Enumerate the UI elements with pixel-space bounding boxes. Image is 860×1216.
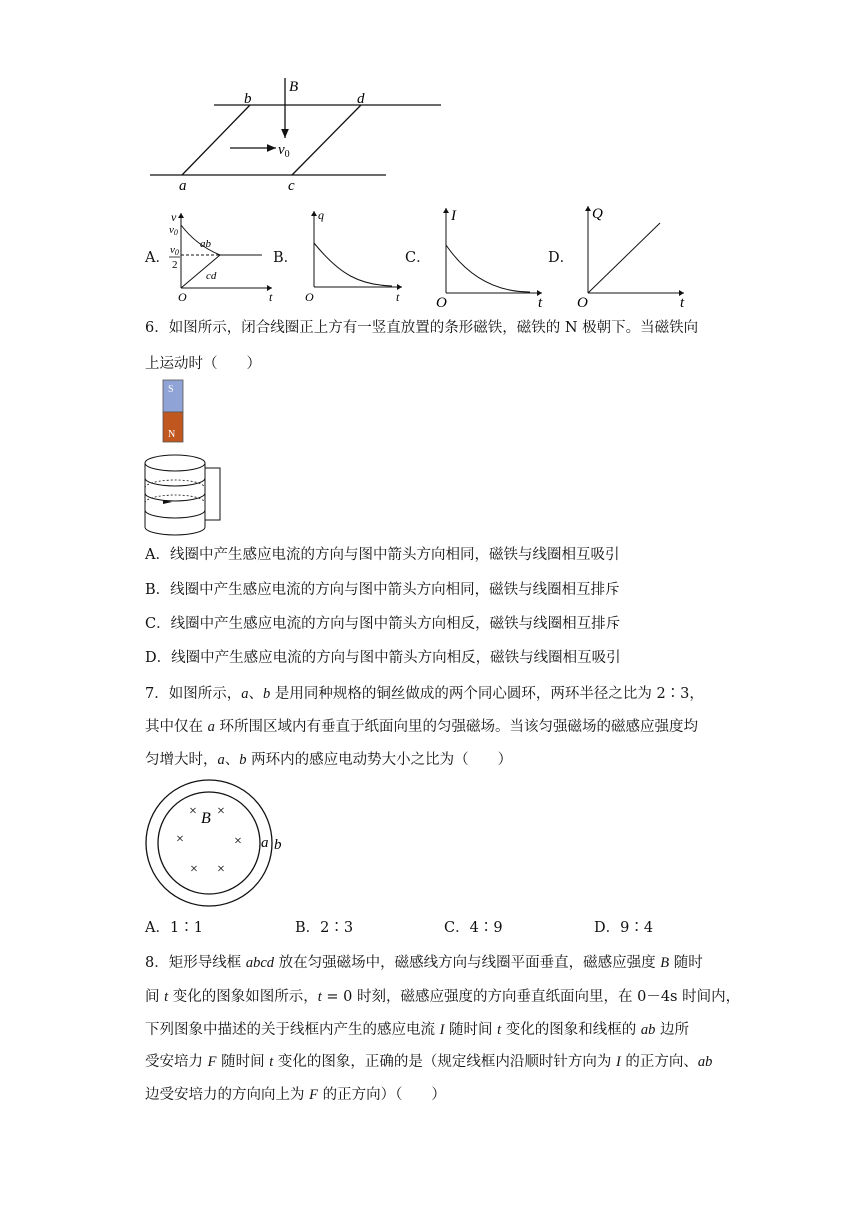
q5-option-c-label[interactable]: C． <box>405 250 431 266</box>
svg-text:×: × <box>190 862 198 877</box>
svg-text:×: × <box>189 804 197 819</box>
svg-text:O: O <box>436 295 447 311</box>
q6-option-a[interactable]: A．线圈中产生感应电流的方向与图中箭头方向相同，磁铁与线圈相互吸引 <box>145 547 620 563</box>
q5-option-a-label[interactable]: A． <box>145 250 170 266</box>
svg-text:×: × <box>217 862 225 877</box>
q8-stem-line3: 下列图象中描述的关于线框内产生的感应电流 I 随时间 t 变化的图象和线框的 ab 边所 <box>145 1022 690 1038</box>
label-b: b <box>244 91 252 107</box>
ring-b <box>146 780 272 906</box>
q5-option-b-label[interactable]: B． <box>273 250 299 266</box>
q7-option-c[interactable]: C．4∶9 <box>444 920 503 936</box>
q6-option-b[interactable]: B．线圈中产生感应电流的方向与图中箭头方向相同，磁铁与线圈相互排斥 <box>145 582 620 598</box>
q7-stem-line2: 其中仅在 a 环所围区域内有垂直于纸面向里的匀强磁场。当该匀强磁场的磁感应强度均 <box>145 719 698 735</box>
svg-text:O: O <box>305 290 314 304</box>
q6-option-c[interactable]: C．线圈中产生感应电流的方向与图中箭头方向相反，磁铁与线圈相互排斥 <box>145 616 621 632</box>
svg-text:t: t <box>269 290 273 304</box>
q7-option-b[interactable]: B．2∶3 <box>295 920 354 936</box>
ring-a <box>158 792 260 894</box>
svg-text:t: t <box>396 290 400 304</box>
ring-label-a: a <box>261 835 269 851</box>
q6-stem-line2: 上运动时（ ） <box>145 356 261 372</box>
q6-option-d[interactable]: D．线圈中产生感应电流的方向与图中箭头方向相反，磁铁与线圈相互吸引 <box>145 650 621 666</box>
svg-text:t: t <box>680 295 685 311</box>
svg-text:O: O <box>178 290 187 304</box>
label-c: c <box>288 178 295 194</box>
svg-text:v: v <box>171 210 177 224</box>
svg-text:I: I <box>451 208 456 224</box>
field-label-B: B <box>201 810 211 827</box>
svg-text:ab: ab <box>200 238 211 250</box>
magnet-n-label: N <box>168 429 176 440</box>
q8-stem-line4: 受安培力 F 随时间 t 变化的图象，正确的是（规定线框内沿顺时针方向为 I 的正方向、ab <box>145 1054 713 1070</box>
svg-text:2: 2 <box>172 259 178 271</box>
q8-stem-line2: 间 t 变化的图象如图所示，t = 0 时刻，磁感应强度的方向垂直纸面向里，在 0－4s 时间内， <box>145 989 741 1005</box>
q7-stem-line1: 7．如图所示，a、b 是用同种规格的铜丝做成的两个同心圆环，两环半径之比为 2∶3， <box>145 686 704 702</box>
svg-text:×: × <box>234 834 242 849</box>
svg-text:q: q <box>318 208 324 222</box>
q8-stem-line1: 8．矩形导线框 abcd 放在匀强磁场中，磁感线方向与线圈平面垂直，磁感应强度 B 随时 <box>145 955 703 971</box>
q7-stem-line3: 匀增大时，a、b 两环内的感应电动势大小之比为（ ） <box>145 752 513 768</box>
label-d: d <box>357 91 365 107</box>
svg-text:cd: cd <box>206 270 217 282</box>
svg-text:v0: v0 <box>169 224 178 237</box>
label-B: B <box>289 79 299 95</box>
q7-option-d[interactable]: D．9∶4 <box>594 920 654 936</box>
svg-text:O: O <box>577 295 588 311</box>
svg-text:t: t <box>538 295 543 311</box>
magnet-s-label: S <box>168 384 174 395</box>
q8-stem-line5: 边受安培力的方向向上为 F 的正方向）（ ） <box>145 1087 446 1103</box>
ring-label-b: b <box>274 837 282 853</box>
q7-option-a[interactable]: A．1∶1 <box>145 920 203 936</box>
svg-text:×: × <box>217 804 225 819</box>
label-v0: $v_0$ <box>278 142 290 160</box>
label-a: a <box>179 178 187 194</box>
q5-option-d-label[interactable]: D． <box>548 250 575 266</box>
svg-text:×: × <box>176 832 184 847</box>
q6-stem-line1: 6．如图所示，闭合线圈正上方有一竖直放置的条形磁铁，磁铁的 N 极朝下。当磁铁向 <box>145 320 699 336</box>
svg-text:Q: Q <box>592 206 603 222</box>
svg-text:v0: v0 <box>170 244 179 257</box>
